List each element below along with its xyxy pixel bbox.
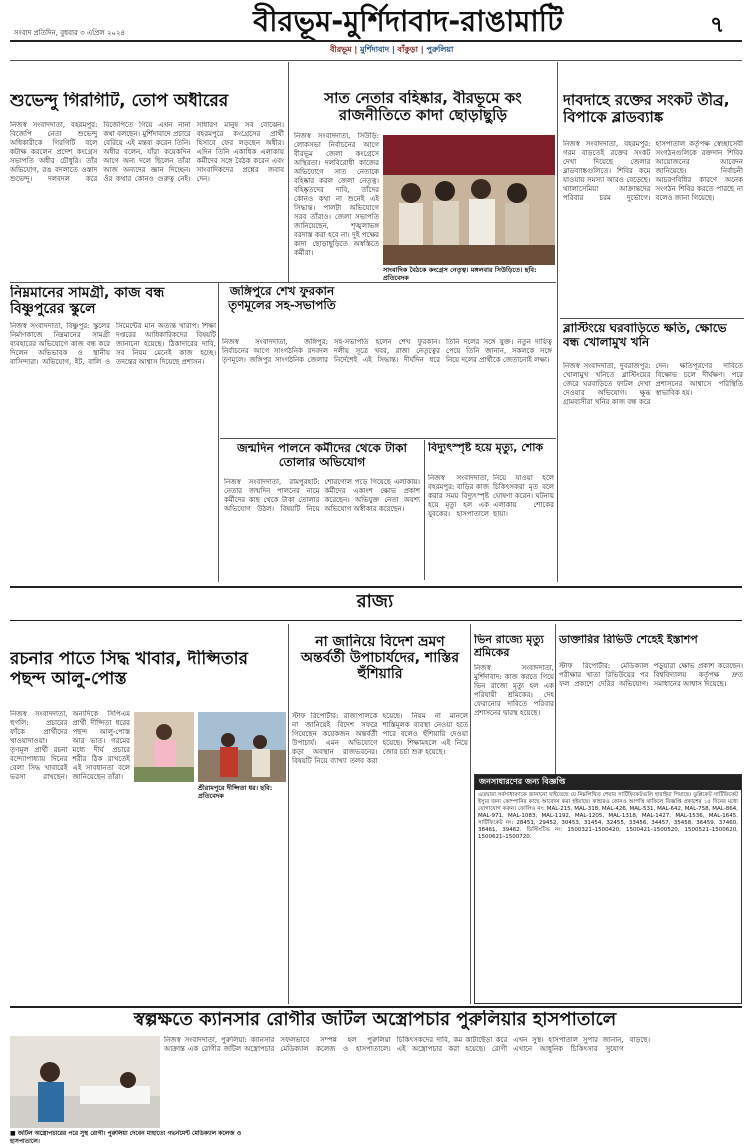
s12-headline: ডাক্তারির রিভিউ শেহেই ইস্তাশপ bbox=[559, 634, 698, 646]
s13-headline: স্বল্পক্ষতে ক্যানসার রোগীর জটিল অস্ত্রোপচার পুরুলিয়ার হাসপাতালে bbox=[133, 1010, 617, 1030]
s10-body: স্টাফ রিপোর্টার: রাজ্যপালকে না জানিয়েই বিদেশ সফরে গিয়েছেন কয়েকজন অন্তর্বর্তী উপাচার্য। এমন অভিযোগে কড়া অবস্থান রাজভবনের। বিষয়টি নিয়ে ব্যাখ্যা তলব করা হয়েছে। নিয়ম না মানলে শাস্তিমূলক ব্যবস্থা নেওয়া হতে পারে বলেও হুঁশিয়ারি দেওয়া হয়েছে। শিক্ষামহলে এই নিয়ে জোর চর্চা শুরু হয়েছে। bbox=[292, 712, 468, 765]
district-3: বাঁকুড়া bbox=[397, 45, 418, 54]
s4-headline: নিম্নমানের সামগ্রী, কাজ বন্ধ বিষ্ণুপুরের স্কুলে bbox=[10, 285, 165, 318]
s11-headline: ভিন রাজ্যে মৃত্যু শ্রমিকের bbox=[474, 634, 544, 659]
s9-photo-1-image bbox=[134, 712, 194, 782]
district-4: পুরুলিয়া bbox=[426, 45, 454, 54]
masthead-rule-2 bbox=[10, 60, 742, 61]
s6-headline: জন্মদিন পালনে কর্মীদের থেকে টাকা তোলার অভিযোগ bbox=[237, 442, 407, 469]
s7-headline: বিদ্যুৎস্পৃষ্ট হয়ে মৃত্যু, শোক bbox=[428, 442, 544, 454]
s13-photo bbox=[10, 1036, 160, 1128]
s1-body: নিজস্ব সংবাদদাতা, বহরমপুর: বিজেপি নেতা শুভেন্দু অধিকারীকে গিরগিটি বলে কটাক্ষ করলেন প্রদেশ কংগ্রেস সভাপতি অধীর চৌধুরি। তাঁর অভিযোগ, রঙ বদলাতে ওস্তাদ শুভেন্দু। দলবদল করে বিজেপিতে গিয়ে এখন নানা কথা বলছেন। মুর্শিদাবাদে প্রচারে বেরিয়ে এই মন্তব্য করেন তিনি। অধীর বলেন, যাঁরা কয়েকদিন আগে অন্য দলে ছিলেন তাঁরা আজ অন্যদের জ্ঞান দিচ্ছেন। ওঁর কথার কোনও গুরুত্ব নেই। সাধারণ মানুষ সব বোঝেন। বহরমপুরে কংগ্রেসের প্রার্থী হিসাবে ফের লড়ছেন অধীর। এদিন তিনি একাধিক এলাকায় কর্মীদের সঙ্গে বৈঠক করেন এবং সাংবাদিকদের প্রশ্নের জবাব দেন। bbox=[10, 121, 284, 183]
s1-headline: শুভেন্দু গিরগিটি, তোপ অধীরের bbox=[10, 92, 229, 111]
s7-body: নিজস্ব সংবাদদাতা, বহরমপুর: বাড়ির কাজ করার সময় বিদ্যুৎস্পৃষ্ট হয়ে মৃত্যু হল এক যুবকের। হাসপাতালে নিয়ে যাওয়া হলে চিকিৎসকরা মৃত বলে ঘোষণা করেন। ঘটনায় এলাকায় শোকের ছায়া। bbox=[428, 474, 554, 518]
s2-photo-image bbox=[383, 135, 555, 265]
dateline: সংবাদ প্রতিদিন, বুধবার ৩ এপ্রিল ২০২৪ bbox=[14, 29, 126, 37]
page-number: ৭ bbox=[710, 13, 725, 38]
s9-headline: রচনার পাতে সিদ্ধ খাবার, দীপ্সিতার পছন্দ আলু-পোস্ত bbox=[10, 650, 248, 689]
s5-body: নিজস্ব সংবাদদাতা, জঙ্গিপুর: নির্বাচনের আগে সাংগঠনিক রদবদল তৃণমূলে। জঙ্গিপুর সাংগঠনিক জেলার সহ-সভাপতি হলেন শেখ ফুরকান। দলীয় সূত্রে খবর, রাজ্য নেতৃত্বের নির্দেশেই এই সিদ্ধান্ত। দীর্ঘদিন ধরে তিনি দলের সঙ্গে যুক্ত। নতুন দায়িত্ব পেয়ে তিনি জানান, সকলকে সঙ্গে নিয়ে দলের প্রার্থীকে জেতানোই লক্ষ্য। bbox=[222, 338, 552, 364]
s9-body-cont bbox=[134, 806, 286, 1000]
s2-photo bbox=[383, 135, 555, 265]
s9-body: নিজস্ব সংবাদদাতা, হুগলি: প্রচারের ফাঁকে প্রার্থীদের খাওয়াদাওয়া। তৃণমূল প্রার্থী রচনা বন্দ্যোপাধ্যায় দিনের বেলা সিদ্ধ খাবারেই ভরসা রাখছেন। অন্যদিকে সিপিএম প্রার্থী দীপ্সিতা ধরের পছন্দ আলু-পোস্ত আর ভাত। গরমের মধ্যে দীর্ঘ প্রচারে শরীর ঠিক রাখতেই এই সাবধানতা বলে জানিয়েছেন তাঁরা। bbox=[10, 710, 130, 781]
s2-headline: সাত নেতার বহিষ্কার, বীরভূমে কং রাজনীতিতে কাদা ছোড়াছুড়ি bbox=[324, 90, 522, 125]
s13-body: নিজস্ব সংবাদদাতা, পুরুলিয়া: ক্যানসার আক্রান্ত এক রোগীর জটিল অস্ত্রোপচার সফলভাবে সম্পন্ন হল পুরুলিয়া মেডিক্যাল কলেজ ও হাসপাতালে। চিকিৎসকদের দাবি, কম কাটাছেঁড়া করে এই অস্ত্রোপচার করা হয়েছে। রোগী এখন সুস্থ। হাসপাতাল সুপার জানান, এখানে আধুনিক চিকিৎসার সুযোগ বাড়ছে। bbox=[164, 1036, 651, 1053]
section-band-title: রাজ্য bbox=[356, 592, 394, 612]
s3-body: নিজস্ব সংবাদদাতা, বহরমপুর: গরম বাড়তেই রক্তের সংকট দেখা দিয়েছে জেলার ব্লাডব্যাঙ্কগুলিতে। শিবির কমে যাওয়ায় সমস্যা আরও বেড়েছে। থ্যালাসেমিয়া আক্রান্তদের পরিবার চরম দুর্ভোগে। হাসপাতাল কর্তৃপক্ষ স্বেচ্ছাসেবী সংগঠনগুলিকে রক্তদান শিবির আয়োজনের আবেদন জানিয়েছে। নির্বাচনী আচরণবিধির কারণে অনেক সংগঠন শিবির করতে পারছে না বলেও জানা গিয়েছে। bbox=[563, 140, 743, 202]
s9-caption: শ্রীরামপুরে দীপ্সিতা ধর। ছবি: প্রতিবেদক bbox=[198, 784, 273, 800]
notice-box bbox=[474, 774, 742, 1004]
s9-photo-2 bbox=[198, 712, 286, 782]
s9-photo-1 bbox=[134, 712, 194, 782]
s13-photo-image bbox=[10, 1036, 160, 1128]
s2-caption: সাংবাদিক বৈঠকে কংগ্রেস নেতৃত্ব। মঙ্গলবার সিউড়িতে। ছবি: প্রতিবেদক bbox=[383, 266, 537, 282]
s12-body: স্টাফ রিপোর্টার: মেডিক্যাল পরীক্ষার খাতা রিভিউয়ের পর ফল প্রকাশে দেরির অভিযোগ। পড়ুয়ারা ক্ষোভ প্রকাশ করেছেন। বিশ্ববিদ্যালয় কর্তৃপক্ষ দ্রুত সমাধানের আশ্বাস দিয়েছে। bbox=[559, 662, 743, 688]
notice-body: এতদ্বারা সর্বসাধারণকে জানানো যাইতেছে যে নিম্নলিখিত শেয়ার সার্টিফিকেটগুলি হারাইয়া গিয়াছে। ডুপ্লিকেট সার্টিফিকেট ইস্যুর জন্য কোম্পানির কাছে আবেদন করা হইয়াছে। কাহারও কোনও আপত্তি থাকিলে বিজ্ঞপ্তি প্রকাশের ১৫ দিনের মধ্যে যোগাযোগ করুন। ফোলিও নং: MAL-215, MAL-318, MAL-426, MAL-531, MAL-642, MAL-758, MAL-864, MAL-971, MAL-1083, MAL-1192, MAL-1205, MAL-1318, MAL-1427, MAL-1536, MAL-1645. সার্টিফিকেট নং: 28451, 29452, 30453, 31454, 32455, 33456, 34457, 35458, 36459, 37460, 38461, 39462. ডিস্টিংটিভ নং: 1500321–1500420, 1500421–1500520, 1500521–1500620, 1500621–1500720. bbox=[478, 792, 738, 840]
district-1: বীরভূম bbox=[330, 45, 352, 54]
s8-headline: ব্লাস্টিংয়ে ঘরবাড়িতে ক্ষতি, ক্ষোভে বন্ধ খোলামুখ খনি bbox=[563, 322, 727, 349]
s4-body: নিজস্ব সংবাদদাতা, বিষ্ণুপুর: স্কুলের নির্মাণকাজে নিম্নমানের সামগ্রী ব্যবহারের অভিযোগে কাজ বন্ধ করে দিলেন অভিভাবক ও স্থানীয় বাসিন্দারা। অভিযোগ, ইট, বালি ও সিমেন্টের মান অত্যন্ত খারাপ। শিক্ষা দপ্তরের আধিকারিকদের বিষয়টি জানানো হয়েছে। ঠিকাদারের দাবি, সব নিয়ম মেনেই কাজ হচ্ছে। তদন্তের আশ্বাস দিয়েছে প্রশাসন। bbox=[10, 322, 216, 366]
s2-body: নিজস্ব সংবাদদাতা, সিউড়ি: লোকসভা নির্বাচনের আগে বীরভূম জেলা কংগ্রেসে অস্থিরতা। দলবিরোধী কাজের অভিযোগে সাত নেতাকে বহিষ্কার করল জেলা নেতৃত্ব। বহিষ্কৃতদের দাবি, তাঁদের কোনও কথা না শুনেই এই সিদ্ধান্ত। পালটা অভিযোগে সরব তাঁরাও। জেলা সভাপতি জানিয়েছেন, শৃঙ্খলাভঙ্গ বরদাস্ত করা হবে না। দুই পক্ষের কাদা ছোড়াছুড়িতে অস্বস্তিতে কর্মীরা। bbox=[294, 132, 379, 257]
district-2: মুর্শিদাবাদ bbox=[360, 45, 390, 54]
s6-body: নিজস্ব সংবাদদাতা, রামপুরহাট: নেতার জন্মদিন পালনের নামে কর্মীদের কাছ থেকে টাকা তোলার অভিযোগ উঠল। বিষয়টি নিয়ে শোরগোল পড়ে গিয়েছে এলাকায়। কর্মীদের একাংশ ক্ষোভ প্রকাশ করেছেন। অভিযুক্ত নেতা অবশ্য অভিযোগ অস্বীকার করেছেন। bbox=[224, 478, 420, 513]
masthead bbox=[0, 0, 750, 40]
district-strip: বীরভূম | মুর্শিদাবাদ | বাঁকুড়া | পুরুলিয়া bbox=[330, 45, 454, 54]
s9-photo-2-image bbox=[198, 712, 286, 782]
s11-body: নিজস্ব সংবাদদাতা, মুর্শিদাবাদ: কাজ করতে গিয়ে ভিন রাজ্যে মৃত্যু হল এক পরিযায়ী শ্রমিকের। দেহ ফেরানোর দাবিতে পরিবার প্রশাসনের দ্বারস্থ হয়েছে। bbox=[474, 664, 554, 717]
s10-headline: না জানিয়ে বিদেশ ভ্রমণ অন্তর্বর্তী উপাচার্যদের, শাস্তির হুঁশিয়ারি bbox=[300, 634, 460, 683]
masthead-title: বীরভূম-মুর্শিদাবাদ-রাঙামাটি bbox=[253, 4, 563, 38]
notice-title: জনসাধারণের জন্য বিজ্ঞপ্তি bbox=[475, 775, 741, 790]
s5-headline: জঙ্গিপুরে শেখ ফুরকান তৃণমূলের সহ-সভাপতি bbox=[228, 285, 336, 312]
s8-body: নিজস্ব সংবাদদাতা, দুবরাজপুর: খোলামুখ খনিতে ব্লাস্টিংয়ের জেরে ঘরবাড়িতে ফাটল দেখা দেওয়ার অভিযোগ। ক্ষুব্ধ গ্রামবাসীরা খনির কাজ বন্ধ করে দেন। ক্ষতিপূরণের দাবিতে বিক্ষোভ চলে দীর্ঘক্ষণ। পরে প্রশাসনের আশ্বাসে পরিস্থিতি স্বাভাবিক হয়। bbox=[563, 362, 743, 406]
masthead-rule bbox=[10, 40, 742, 42]
s3-headline: দাবদাহে রক্তের সংকট তীব্র, বিপাকে ব্লাডব্যাঙ্ক bbox=[563, 92, 730, 127]
s13-caption: ■ জটিল অস্ত্রোপচারের পরে সুস্থ রোগী। পুরুলিয়া দেবেন মাহাতো গভর্নমেন্ট মেডিক্যাল কলেজ ও হাসপাতালে। bbox=[10, 1130, 242, 1145]
